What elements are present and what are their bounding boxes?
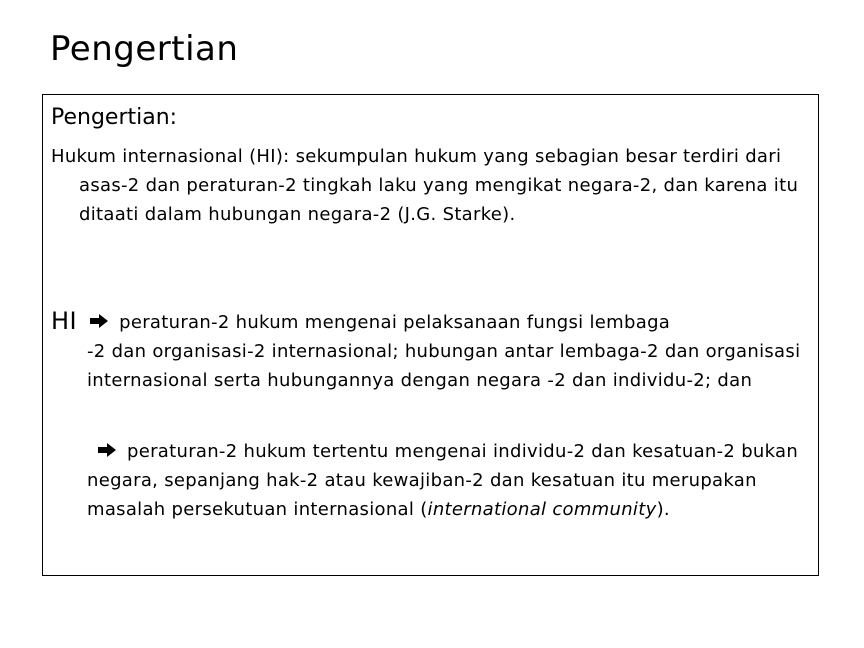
hi-paragraph: [51, 307, 821, 395]
hi-label: HI: [51, 307, 78, 335]
section-heading: Pengertian:: [51, 105, 178, 130]
content-box: [42, 94, 819, 576]
second-point-italic: international community: [427, 499, 657, 520]
arrow-right-icon: [97, 442, 117, 458]
slide-title: Pengertian: [50, 29, 239, 69]
arrow-right-icon: [89, 313, 109, 329]
second-point-paragraph: [87, 437, 819, 524]
hi-first-line: [51, 307, 821, 337]
second-point-text: peraturan-2 hukum tertentu mengenai individu-2 dan kesatuan-2 bukan negara, sepanjang hak-2 atau kewajiban-2 dan kesatuan itu merupakan masalah persekutuan internasional (: [87, 441, 799, 520]
definition-paragraph: Hukum internasional (HI): sekumpulan hukum yang sebagian besar terdiri dari asas-2 dan peraturan-2 tingkah laku yang mengikat negara-2, dan karena itu ditaati dalam hubungan negara-2 (J.G. Starke).: [51, 146, 799, 225]
second-point-end: ).: [656, 499, 670, 520]
hi-first-line-text: peraturan-2 hukum mengenai pelaksanaan fungsi lembaga: [119, 312, 671, 333]
hi-continuation: -2 dan organisasi-2 internasional; hubungan antar lembaga-2 dan organisasi internasional serta hubungannya dengan negara -2 dan individu-2; dan: [87, 341, 801, 391]
